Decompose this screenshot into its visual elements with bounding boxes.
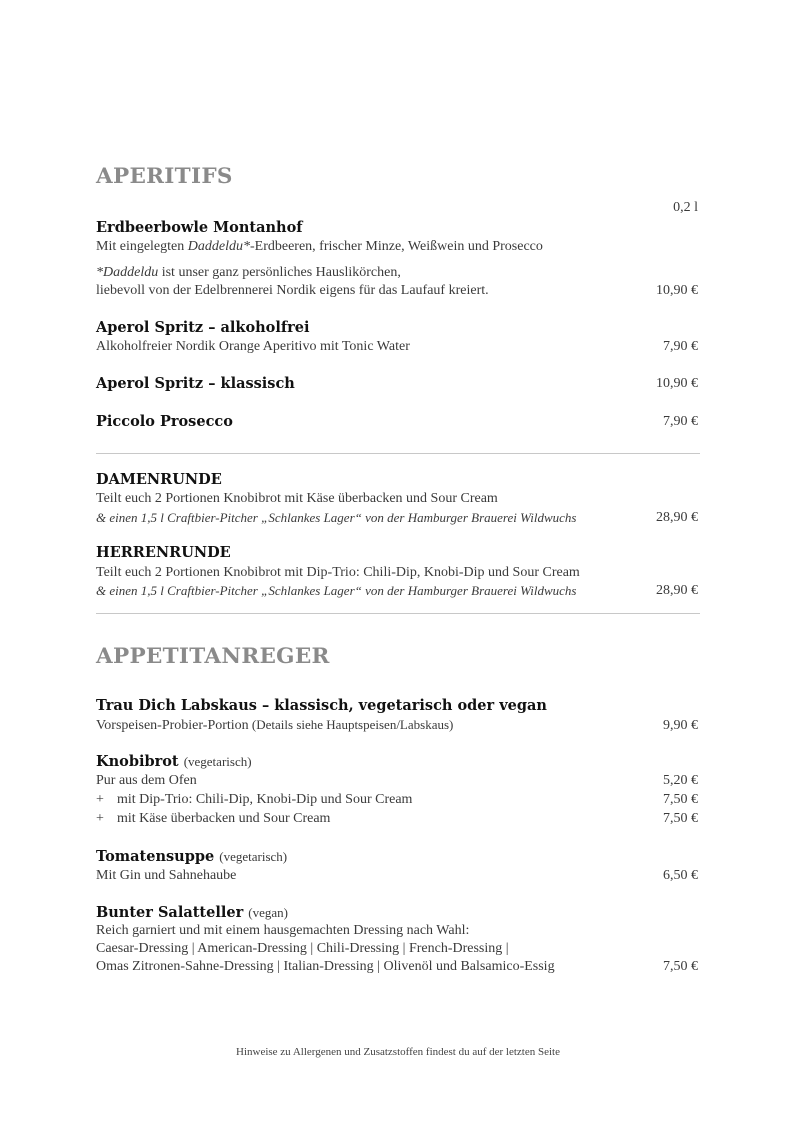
- item-note-daddeldu: *Daddeldu ist unser ganz persönliches Hauslikörchen,: [96, 265, 401, 280]
- item-title-aperol-klassisch: Aperol Spritz – klassisch: [96, 375, 295, 392]
- item-desc-damenrunde: Teilt euch 2 Portionen Knobibrot mit Käse überbacken und Sour Cream: [96, 491, 498, 506]
- item-title-salatteller: Bunter Salatteller (vegan): [96, 904, 288, 921]
- menu-page: [96, 0, 700, 1122]
- item-note-daddeldu-line2: liebevoll von der Edelbrennerei Nordik eigens für das Laufauf kreiert.: [96, 283, 489, 298]
- item-desc-salatteller-dressings: Caesar-Dressing | American-Dressing | Chili-Dressing | French-Dressing |: [96, 941, 509, 956]
- item-desc-tomatensuppe: Mit Gin und Sahnehaube: [96, 868, 237, 883]
- divider: [96, 613, 700, 614]
- divider: [96, 453, 700, 454]
- section-title-appetitanreger: APPETITANREGER: [96, 644, 330, 669]
- price-salatteller: 7,50 €: [663, 959, 698, 974]
- item-title-piccolo: Piccolo Prosecco: [96, 413, 233, 430]
- item-title-erdbeerbowle: Erdbeerbowle Montanhof: [96, 219, 303, 236]
- price-knobibrot-kaese: 7,50 €: [663, 811, 698, 826]
- item-title-tomatensuppe: Tomatensuppe (vegetarisch): [96, 848, 288, 865]
- item-desc2-herrenrunde: & einen 1,5 l Craftbier-Pitcher „Schlankes Lager“ von der Hamburger Brauerei Wildwuchs: [96, 583, 577, 598]
- item-title-aperol-alkoholfrei: Aperol Spritz – alkoholfrei: [96, 319, 310, 336]
- price-herrenrunde: 28,90 €: [656, 583, 698, 598]
- tag-vegan: (vegan): [248, 905, 288, 920]
- knobibrot-option: + mit Käse überbacken und Sour Cream: [96, 811, 331, 826]
- item-desc2-damenrunde: & einen 1,5 l Craftbier-Pitcher „Schlankes Lager“ von der Hamburger Brauerei Wildwuchs: [96, 510, 577, 525]
- allergen-footer-note: Hinweise zu Allergenen und Zusatzstoffen findest du auf der letzten Seite: [236, 1046, 560, 1058]
- price-damenrunde: 28,90 €: [656, 510, 698, 525]
- price-tomatensuppe: 6,50 €: [663, 868, 698, 883]
- knobibrot-option: Pur aus dem Ofen: [96, 773, 197, 788]
- price-knobibrot-pur: 5,20 €: [663, 773, 698, 788]
- item-title-damenrunde: DAMENRUNDE: [96, 471, 222, 488]
- item-desc-salatteller: Reich garniert und mit einem hausgemachten Dressing nach Wahl:: [96, 923, 470, 938]
- item-desc-aperol-alkoholfrei: Alkoholfreier Nordik Orange Aperitivo mit Tonic Water: [96, 339, 410, 354]
- price-aperol-klassisch: 10,90 €: [656, 376, 698, 391]
- item-title-labskaus: Trau Dich Labskaus – klassisch, vegetarisch oder vegan: [96, 697, 547, 714]
- volume-label: 0,2 l: [673, 200, 698, 215]
- item-desc-herrenrunde: Teilt euch 2 Portionen Knobibrot mit Dip-Trio: Chili-Dip, Knobi-Dip und Sour Cream: [96, 565, 580, 580]
- item-desc-erdbeerbowle: Mit eingelegten Daddeldu*-Erdbeeren, frischer Minze, Weißwein und Prosecco: [96, 239, 543, 254]
- item-title-herrenrunde: HERRENRUNDE: [96, 544, 231, 561]
- tag-vegetarisch: (vegetarisch): [219, 849, 288, 864]
- price-knobibrot-dip-trio: 7,50 €: [663, 792, 698, 807]
- price-erdbeerbowle: 10,90 €: [656, 283, 698, 298]
- section-title-aperitifs: APERITIFS: [96, 164, 233, 189]
- item-title-knobibrot: Knobibrot (vegetarisch): [96, 753, 252, 770]
- price-piccolo: 7,90 €: [663, 414, 698, 429]
- item-desc-salatteller-dressings2: Omas Zitronen-Sahne-Dressing | Italian-Dressing | Olivenöl und Balsamico-Essig: [96, 959, 555, 974]
- item-desc-labskaus: Vorspeisen-Probier-Portion (Details siehe Hauptspeisen/Labskaus): [96, 717, 454, 733]
- price-aperol-alkoholfrei: 7,90 €: [663, 339, 698, 354]
- price-labskaus: 9,90 €: [663, 718, 698, 733]
- knobibrot-option: + mit Dip-Trio: Chili-Dip, Knobi-Dip und Sour Cream: [96, 792, 413, 807]
- tag-vegetarisch: (vegetarisch): [183, 754, 252, 769]
